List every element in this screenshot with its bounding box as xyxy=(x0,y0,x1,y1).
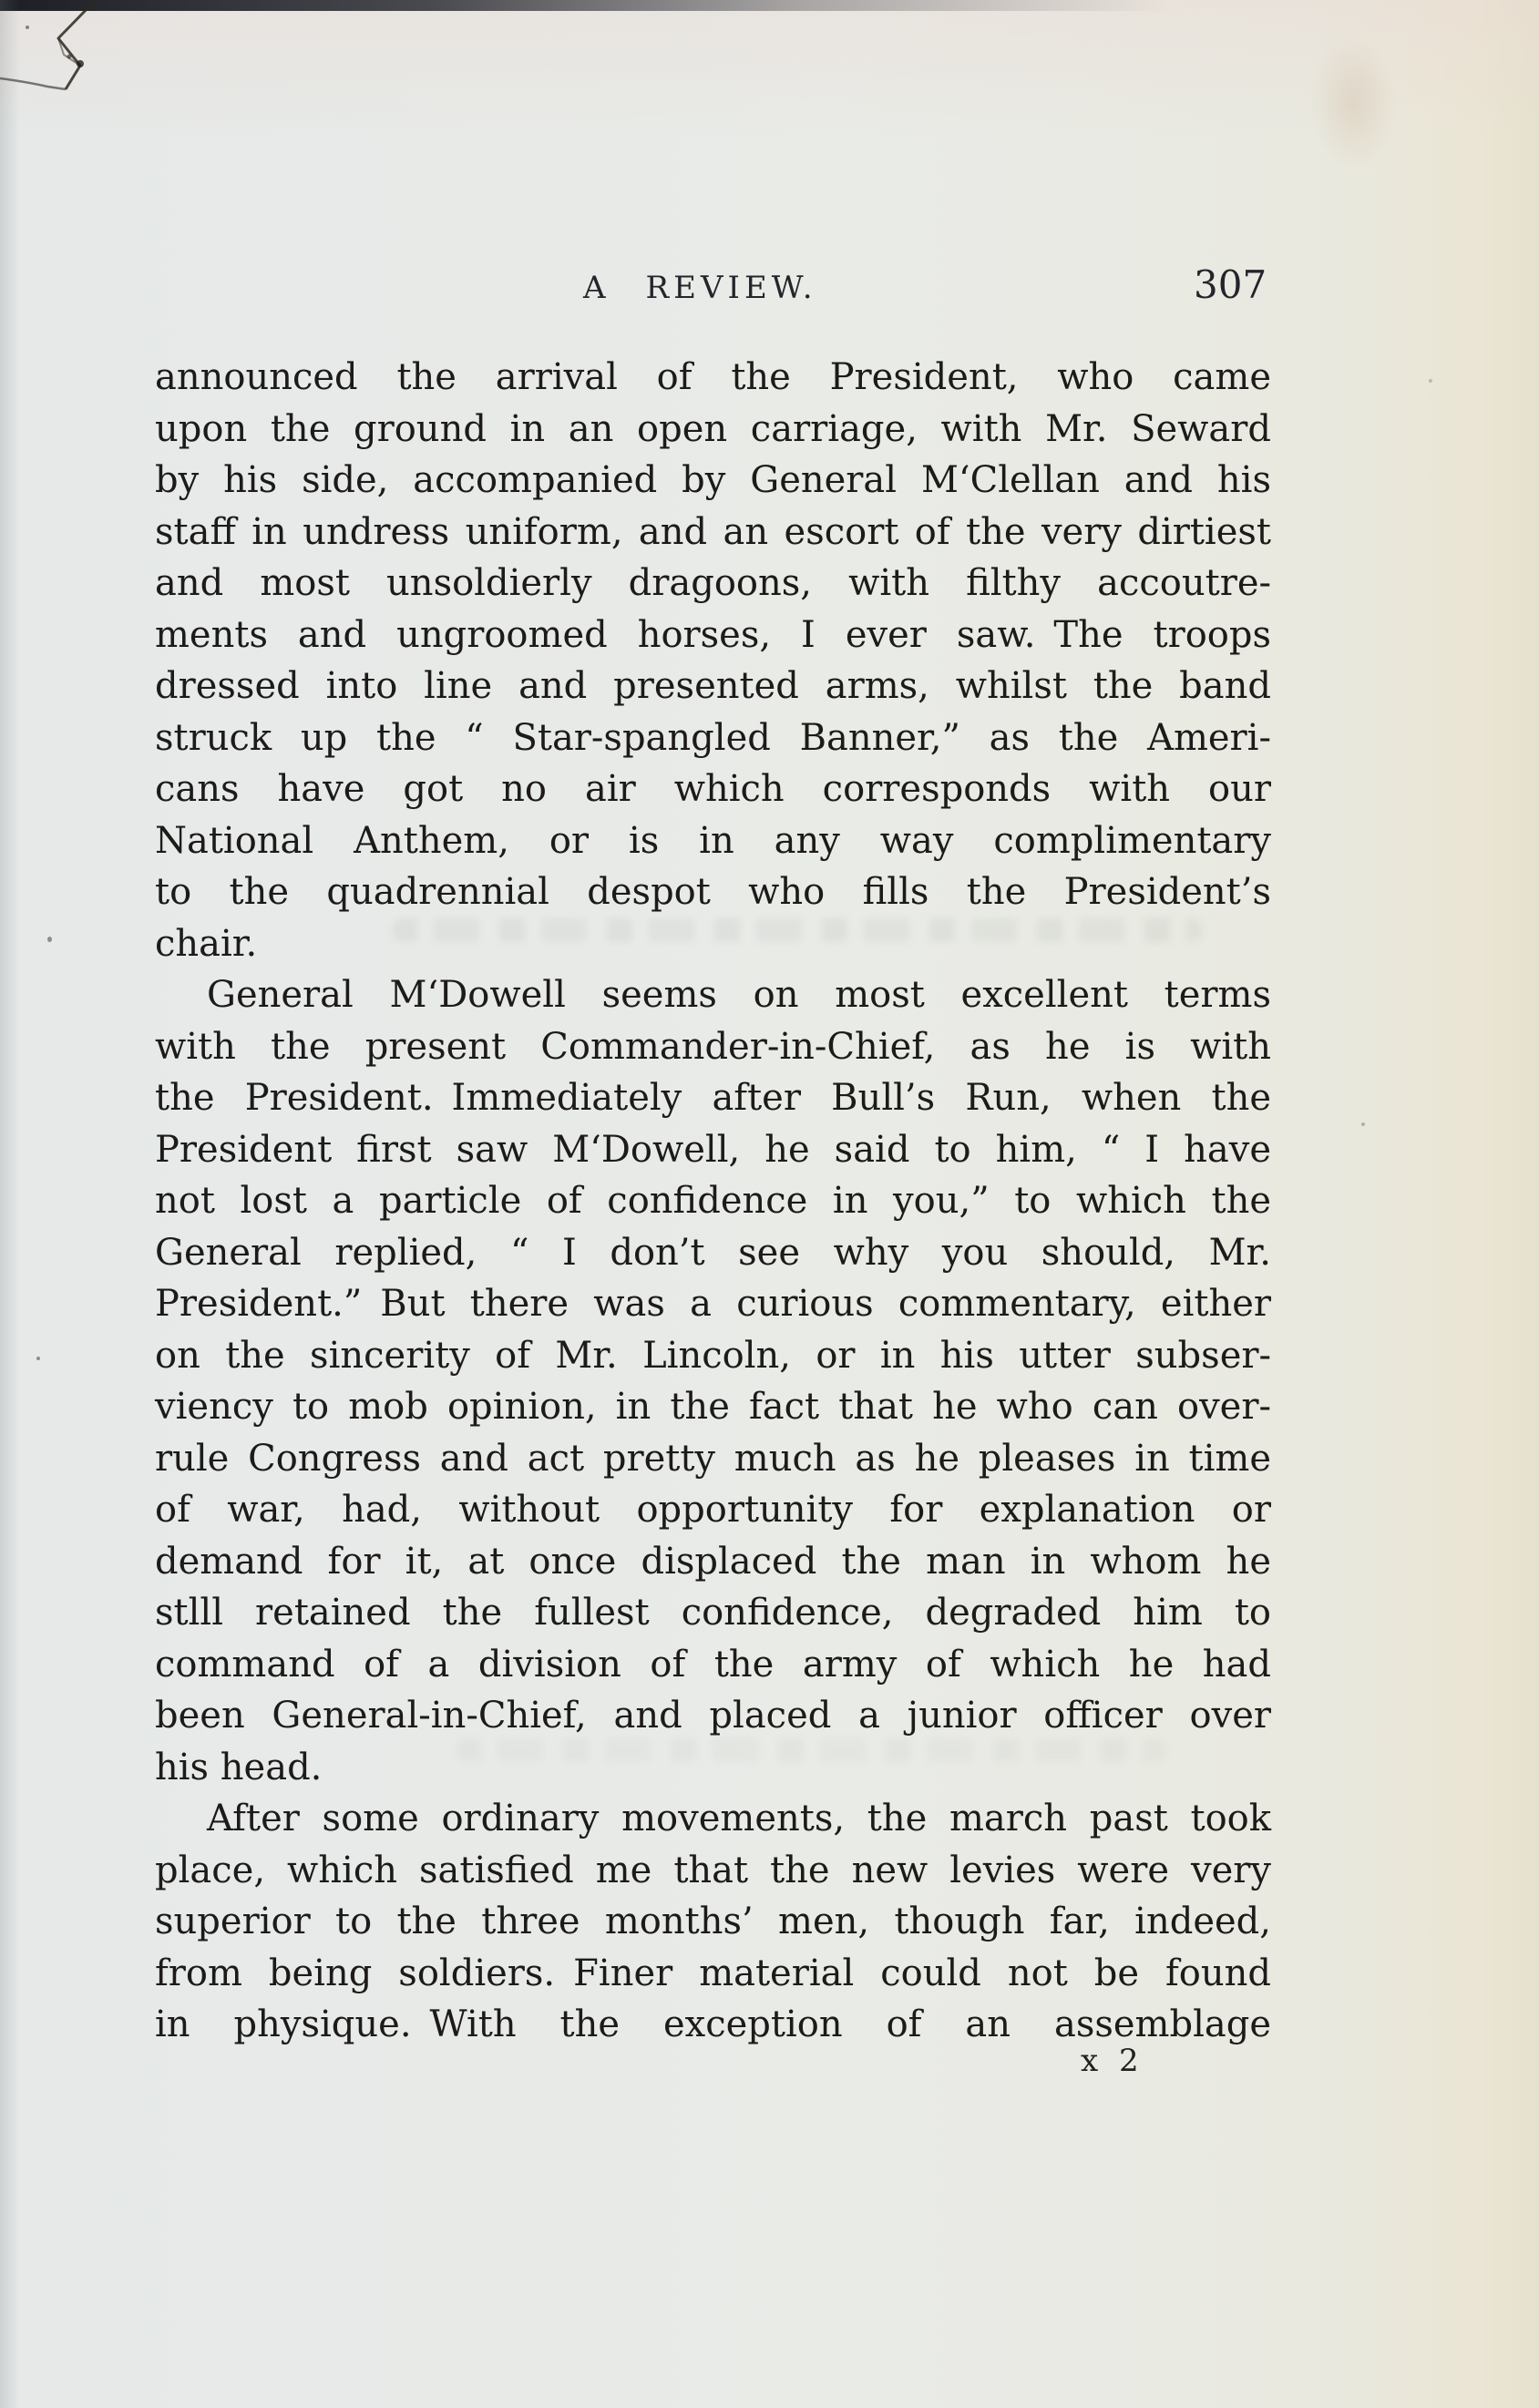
text-line: General replied, “ I don’t see why you should, Mr. xyxy=(155,1231,1271,1274)
text-line: and most unsoldierly dragoons, with filthy accoutre- xyxy=(155,562,1271,604)
paragraph xyxy=(155,1793,1271,2051)
page-stain xyxy=(1310,35,1397,171)
dust-speck xyxy=(47,937,52,942)
text-line: place, which satisfied me that the new levies were very xyxy=(155,1849,1271,1891)
dust-speck xyxy=(1361,1122,1365,1126)
text-line: with the present Commander-in-Chief, as he is with xyxy=(155,1025,1271,1068)
text-line: of war, had, without opportunity for explanation or xyxy=(155,1489,1271,1531)
text-line: stlll retained the fullest confidence, degraded him to xyxy=(155,1592,1271,1634)
text-line: rule Congress and act pretty much as he pleases in time xyxy=(155,1437,1271,1480)
text-line: the President. Immediately after Bull’s Run, when the xyxy=(155,1077,1271,1119)
paragraph xyxy=(155,969,1271,1793)
text-line: announced the arrival of the President, who came xyxy=(155,356,1271,398)
scan-top-edge xyxy=(0,0,1539,11)
running-header xyxy=(155,262,1271,312)
signature-mark: x 2 xyxy=(1081,2043,1139,2079)
text-line: staff in undress uniform, and an escort of the very dirtiest xyxy=(155,510,1271,553)
text-line: not lost a particle of confidence in you,” to which the xyxy=(155,1180,1271,1222)
text-line: command of a division of the army of which he had xyxy=(155,1643,1271,1686)
text-line: demand for it, at once displaced the man in whom he xyxy=(155,1540,1271,1583)
text-line: General M‘Dowell seems on most excellent terms xyxy=(207,974,1271,1016)
text-line: viency to mob opinion, in the fact that he who can over- xyxy=(155,1386,1271,1428)
paragraph xyxy=(155,352,1271,969)
text-line: upon the ground in an open carriage, with Mr. Seward xyxy=(155,407,1271,450)
text-line: National Anthem, or is in any way complimentary xyxy=(155,819,1271,862)
text-line: chair. xyxy=(155,922,258,965)
text-line: by his side, accompanied by General M‘Clellan and his xyxy=(155,459,1271,501)
text-line: from being soldiers. Finer material could not be found xyxy=(155,1952,1271,1994)
text-line: ments and ungroomed horses, I ever saw. The troops xyxy=(155,613,1271,656)
text-line: struck up the “ Star-spangled Banner,” as the Ameri- xyxy=(155,716,1271,759)
text-line: After some ordinary movements, the march past took xyxy=(207,1798,1271,1839)
text-line: his head. xyxy=(155,1746,323,1788)
text-line: dressed into line and presented arms, whilst the band xyxy=(155,665,1271,707)
page-body-text xyxy=(155,352,1271,2051)
text-line: President.” But there was a curious commentary, either xyxy=(155,1283,1271,1325)
text-line: been General-in-Chief, and placed a junior officer over xyxy=(155,1695,1271,1737)
corner-tear-mark xyxy=(0,0,137,109)
text-line: on the sincerity of Mr. Lincoln, or in his utter subser- xyxy=(155,1334,1271,1377)
dust-speck xyxy=(1429,379,1432,383)
running-title: A REVIEW. xyxy=(583,270,817,306)
scan-left-edge-shadow xyxy=(0,0,20,2408)
dust-speck xyxy=(36,1357,40,1360)
text-line: in physique. With the exception of an assemblage xyxy=(155,2003,1271,2045)
text-line: President first saw M‘Dowell, he said to him, “ I have xyxy=(155,1128,1271,1171)
text-line: superior to the three months’ men, though far, indeed, xyxy=(155,1901,1271,1942)
text-line: to the quadrennial despot who fills the President’s xyxy=(155,871,1271,913)
text-line: cans have got no air which corresponds with our xyxy=(155,768,1271,810)
page-number: 307 xyxy=(1194,262,1267,307)
